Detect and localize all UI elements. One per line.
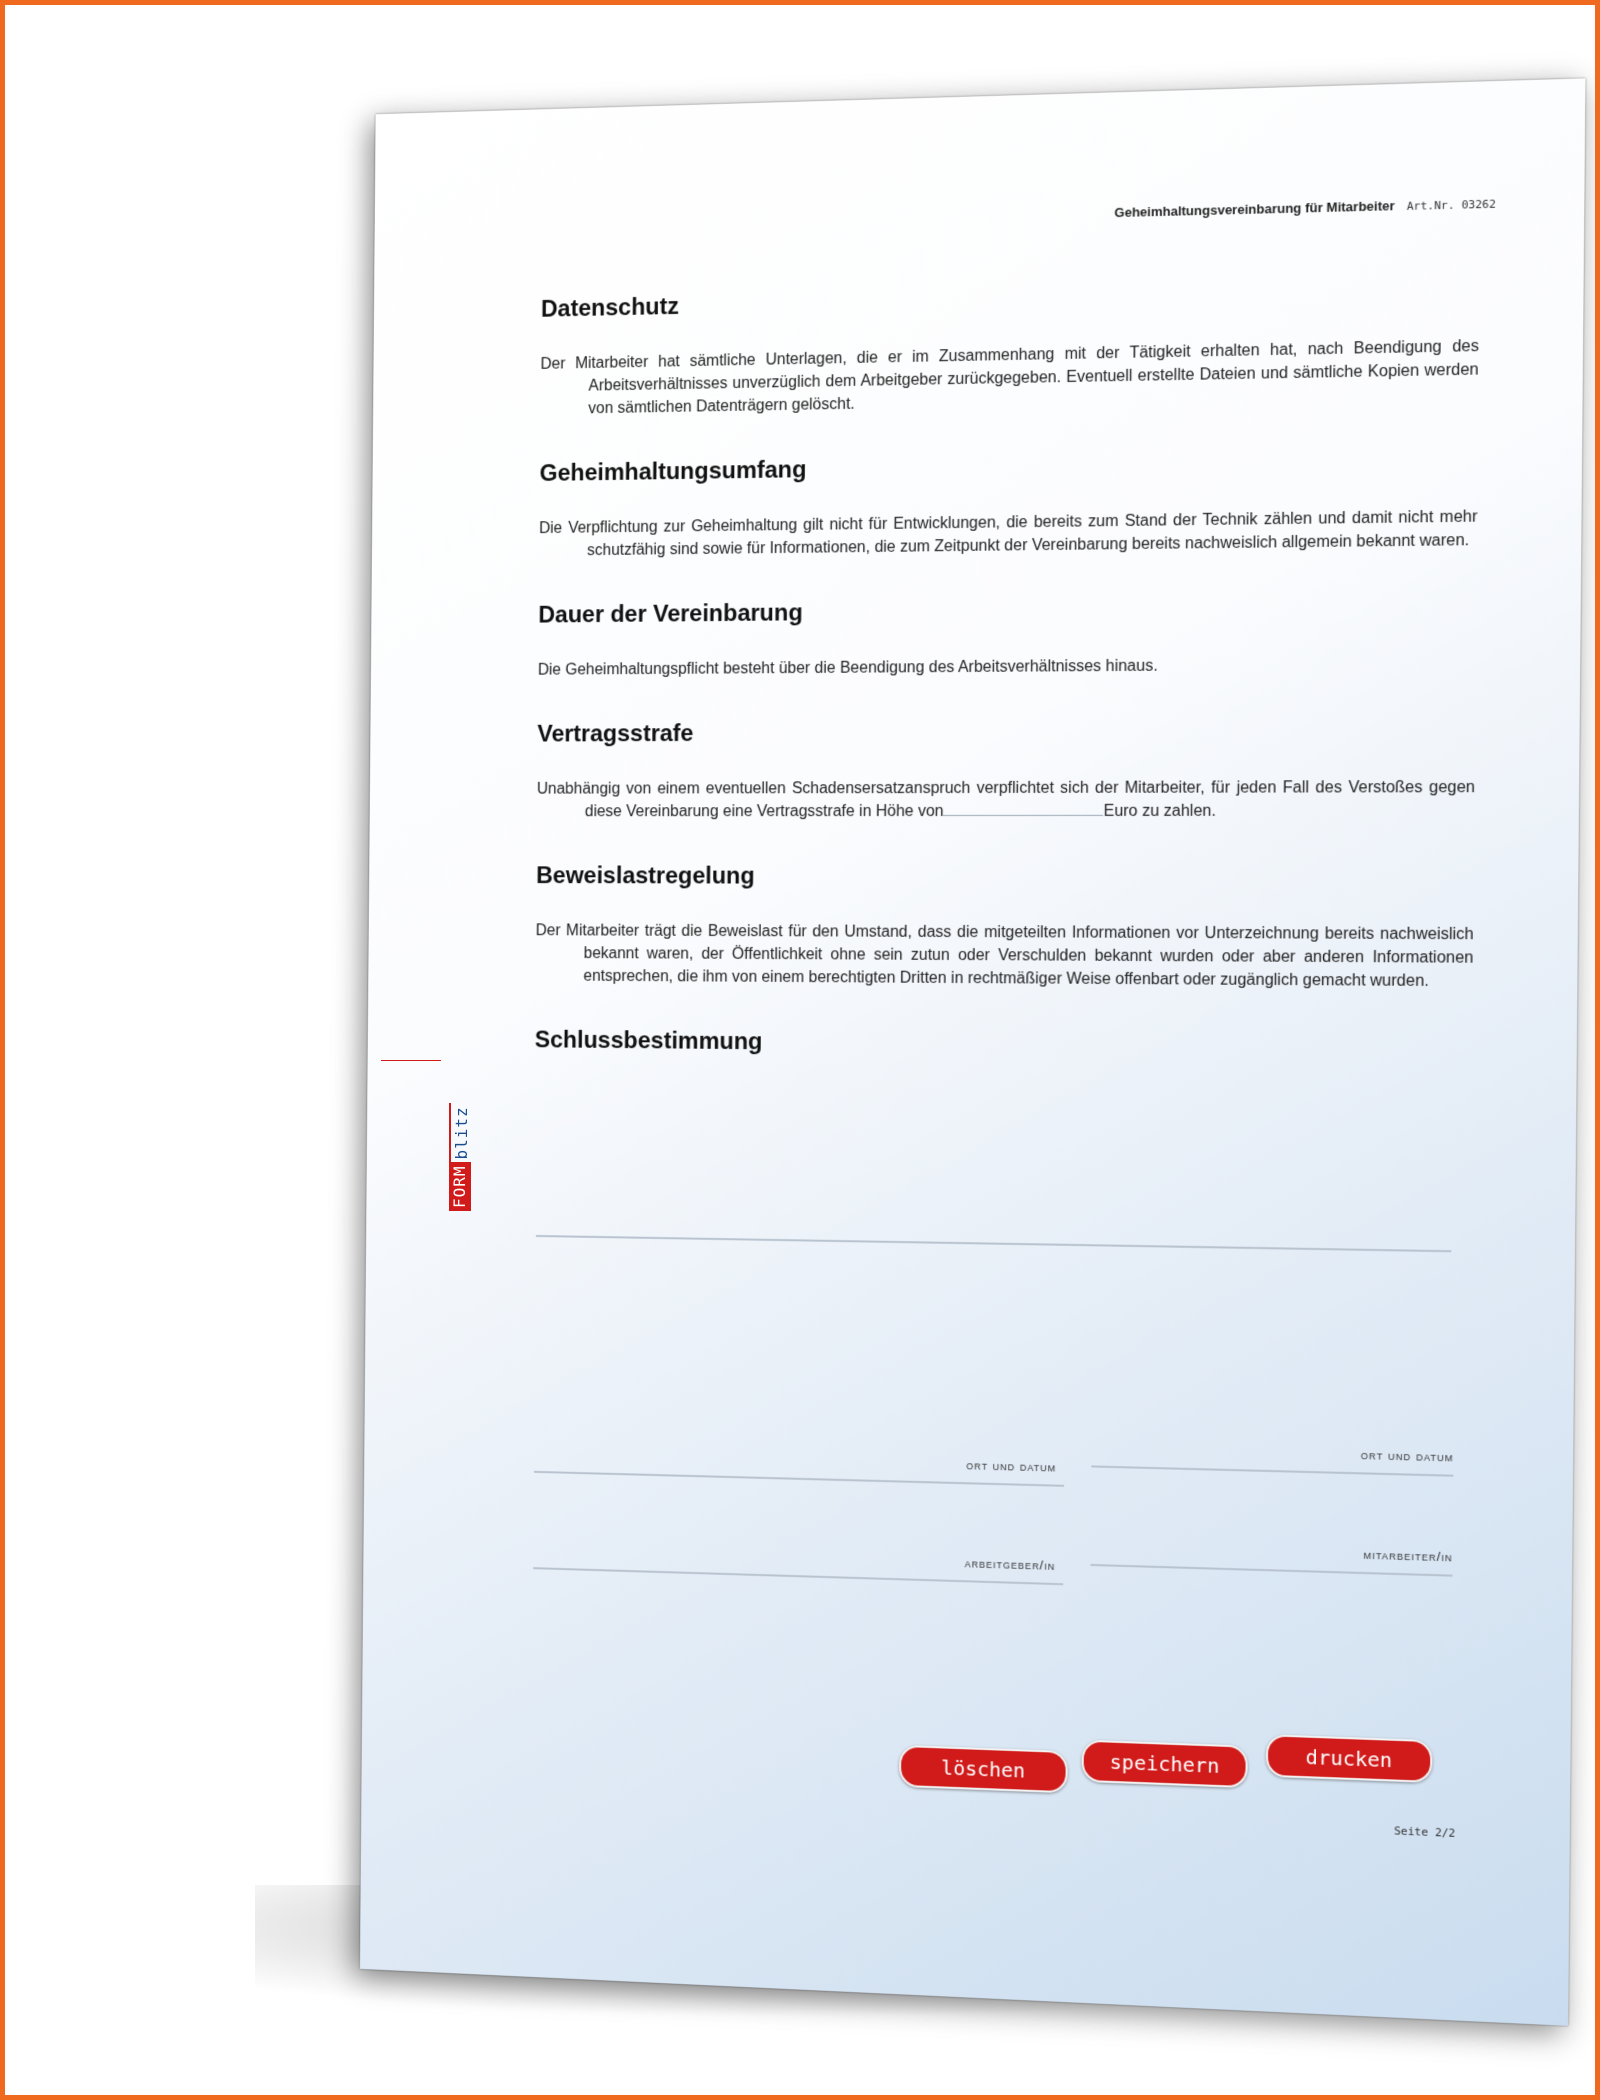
section-text: Der Mitarbeiter hat sämtliche Unterlagen, die er im Zusammenhang mit der Tätigkeit erhalten hat, nach Beendigung des Arbeitsverhältnisses unverzüglich dem Arbeitgeber zurückgegeben. Eventuell erstellte Dateien und sämtliche Kopien werden von sämtlichen Datenträgern gelöscht. bbox=[540, 337, 1480, 418]
section-dauer bbox=[538, 593, 1477, 681]
formblitz-logo bbox=[449, 1061, 471, 1211]
header-title: Geheimhaltungsvereinbarung für Mitarbeiter bbox=[1114, 197, 1395, 221]
label-employee: mitarbeiter/in bbox=[1363, 1546, 1453, 1565]
section-beweislastregelung bbox=[535, 862, 1474, 993]
print-button[interactable]: drucken bbox=[1266, 1734, 1433, 1783]
section-text: Die Geheimhaltungspflicht besteht über die Beendigung des Arbeitsverhältnisses hinaus. bbox=[537, 657, 1158, 679]
save-button[interactable]: speichern bbox=[1082, 1740, 1248, 1789]
label-employer: arbeitgeber/in bbox=[964, 1555, 1056, 1573]
label-left-place-date: ort und datum bbox=[966, 1457, 1057, 1475]
label-right-place-date: ort und datum bbox=[1360, 1446, 1454, 1465]
page-indicator: Seite 2/2 bbox=[1393, 1824, 1456, 1840]
employee-signature-line[interactable] bbox=[1090, 1564, 1452, 1577]
document-page bbox=[360, 78, 1586, 2025]
penalty-text-before: Unabhängig von einem eventuellen Schadensersatzanspruch verpflichtet sich der Mitarbeiter, für jeden Fall des Verstoßes gegen diese Vereinbarung eine Vertragsstrafe in Höhe von bbox=[536, 778, 1476, 821]
penalty-amount-field[interactable] bbox=[944, 801, 1104, 816]
page-header bbox=[1114, 195, 1495, 220]
section-heading: Beweislastregelung bbox=[536, 862, 755, 890]
section-heading: Schlussbestimmung bbox=[534, 1026, 763, 1056]
logo-accent-line bbox=[381, 1060, 441, 1061]
section-text bbox=[537, 776, 1476, 823]
section-text: Der Mitarbeiter trägt die Beweislast für den Umstand, dass die mitgeteilten Informationen vor Unterzeichnung bereits nachweislich bekannt waren, der Öffentlichkeit ohne sein zutun oder Verschulden bekannt wurden oder aber anderen Informationen entsprechen, die ihm von einem berechtigten Dritten in rechtmäßiger Weise offenbart oder zugänglich gemacht wurden. bbox=[535, 922, 1474, 990]
logo-form-text: FORM bbox=[449, 1162, 471, 1211]
logo-blitz-text: blitz bbox=[449, 1103, 471, 1162]
section-text: Die Verpflichtung zur Geheimhaltung gilt nicht für Entwicklungen, die bereits zum Stand der Technik zählen und damit nicht mehr schutzfähig sind sowie für Informationen, die zum Zeitpunkt der Vereinbarung bereits nachweislich allgemein bekannt waren. bbox=[539, 508, 1478, 560]
penalty-text-after: Euro zu zahlen. bbox=[1103, 802, 1217, 820]
section-heading: Dauer der Vereinbarung bbox=[538, 599, 803, 629]
document-body bbox=[534, 276, 1479, 1104]
section-heading: Geheimhaltungsumfang bbox=[539, 456, 807, 487]
right-place-date-line[interactable] bbox=[1091, 1465, 1453, 1476]
section-vertragsstrafe bbox=[537, 717, 1476, 823]
section-datenschutz bbox=[540, 276, 1480, 421]
section-heading: Datenschutz bbox=[540, 293, 680, 323]
final-provision-field[interactable] bbox=[536, 1235, 1451, 1252]
left-place-date-line[interactable] bbox=[534, 1471, 1064, 1487]
section-heading: Vertragsstrafe bbox=[537, 720, 694, 748]
header-article-number: Art.Nr. 03262 bbox=[1406, 197, 1496, 213]
section-schlussbestimmung bbox=[535, 1027, 1473, 1063]
delete-button[interactable]: löschen bbox=[899, 1745, 1068, 1793]
section-geheimhaltungsumfang bbox=[539, 446, 1478, 563]
